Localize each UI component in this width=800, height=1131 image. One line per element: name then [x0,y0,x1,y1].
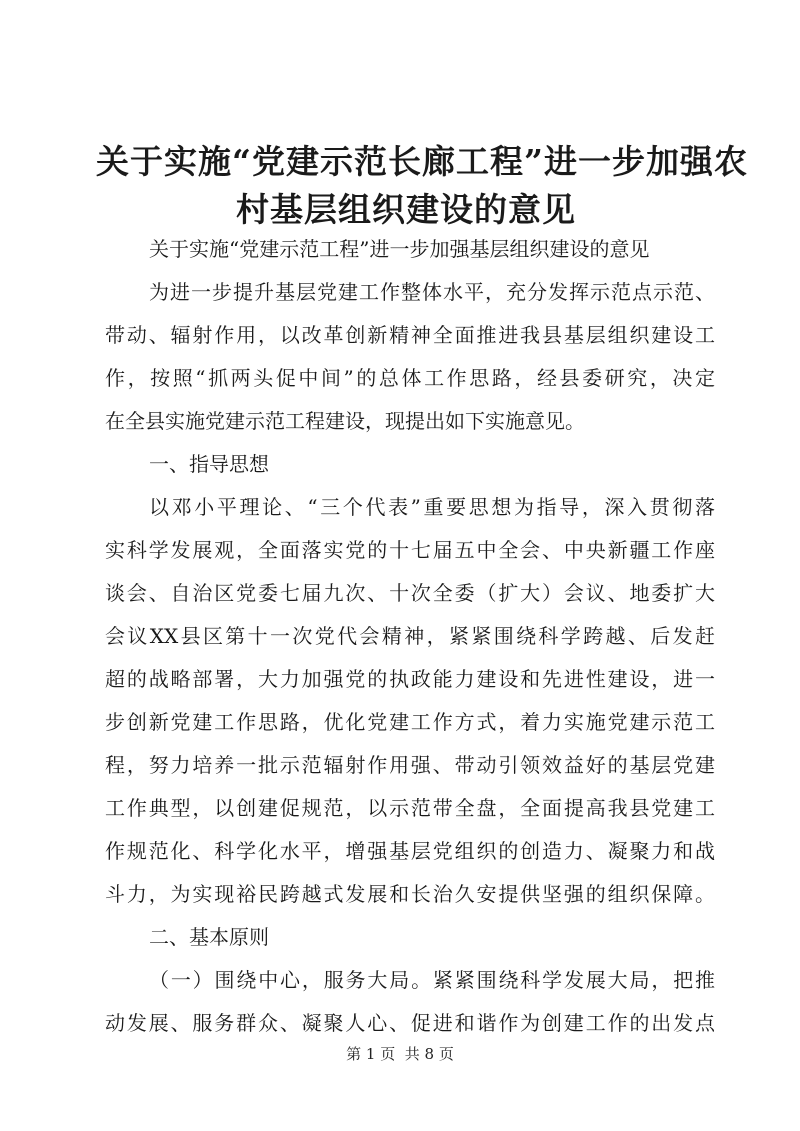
paragraph-line: 斗力，为实现裕民跨越式发展和长治久安提供坚强的组织保障。 [105,882,715,906]
paragraph-line: 超的战略部署，大力加强党的执政能力建设和先进性建设，进一 [105,667,715,691]
paragraph-line: 动发展、服务群众、凝聚人心、促进和谐作为创建工作的出发点 [105,1011,715,1035]
paragraph-line: 程，努力培养一批示范辐射作用强、带动引领效益好的基层党建 [105,753,715,777]
paragraph-line: 实科学发展观，全面落实党的十七届五中全会、中央新疆工作座 [105,538,715,562]
paragraph-line: 作规范化、科学化水平，增强基层党组织的创造力、凝聚力和战 [105,839,715,863]
document-body [105,228,715,1045]
paragraph-line: 为进一步提升基层党建工作整体水平，充分发挥示范点示范、 [149,280,715,304]
paragraph-line: 关于实施“党建示范工程”进一步加强基层组织建设的意见 [149,237,650,261]
document-title-line-1: 关于实施“党建示范长廊工程”进一步加强农 [96,142,748,181]
section-heading: 二、基本原则 [149,925,269,949]
paragraph-line: 带动、辐射作用，以改革创新精神全面推进我县基层组织建设工 [105,323,715,347]
paragraph-line: 工作典型，以创建促规范，以示范带全盘，全面提高我县党建工 [105,796,715,820]
page-footer: 第 1 页 共 8 页 [346,1045,454,1063]
paragraph-line: 步创新党建工作思路，优化党建工作方式，着力实施党建示范工 [105,710,715,734]
paragraph-line: 谈会、自治区党委七届九次、十次全委（扩大）会议、地委扩大 [105,581,715,605]
paragraph-line: 作，按照“抓两头促中间”的总体工作思路，经县委研究，决定 [105,366,715,390]
document-title-line-2: 村基层组织建设的意见 [236,190,576,229]
section-heading: 一、指导思想 [149,452,269,476]
paragraph-line: （一）围绕中心，服务大局。紧紧围绕科学发展大局，把推 [149,968,715,992]
paragraph-line: 在全县实施党建示范工程建设，现提出如下实施意见。 [105,409,585,433]
paragraph-line: 以邓小平理论、“三个代表”重要思想为指导，深入贯彻落 [149,495,715,519]
paragraph-line: 会议XX县区第十一次党代会精神，紧紧围绕科学跨越、后发赶 [105,624,715,648]
